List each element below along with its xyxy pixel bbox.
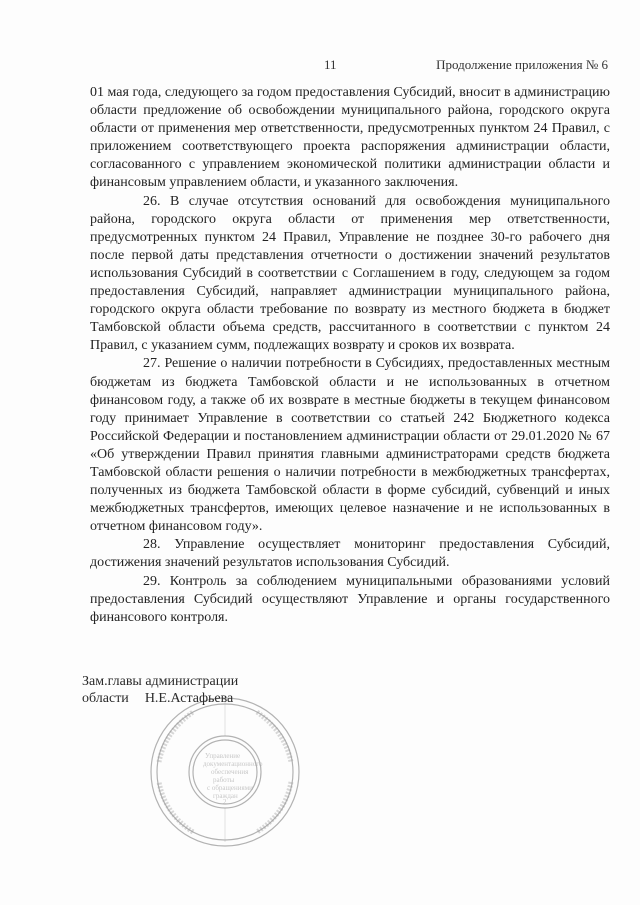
paragraph-28: 28. Управление осуществляет мониторинг предоставления Субсидий, достижения значений результатов использования Субсидий. [90,537,610,571]
official-stamp [145,692,305,852]
paragraph-27: 27. Решение о наличии потребности в Субсидиях, предоставленных местным бюджетам из бюджета Тамбовской области и не использованных в отчетном финансовом году, а также об их возврате в местные бюджеты в текущем финансовом году принимает Управление в соответствии со статьей 242 Бюджетного кодекса Российской Федерации и постановлением администрации области от 29.01.2020 № 67 «Об утверждении Правил принятия главными администраторами средств бюджета Тамбовской области решения о наличии потребности в межбюджетных трансфертах, полученных из бюджета Тамбовской области в форме субсидий, субвенций и иных межбюджетных трансфертов, имеющих целевое назначение и не использованных в отчетном финансовом году». [90,356,610,535]
signature-block [82,673,238,707]
document-body [90,84,610,627]
svg-text:с обращениями: с обращениями [207,784,253,792]
paragraph-26: 26. В случае отсутствия оснований для освобождения муниципального района, городского округа области от применения мер ответственности, предусмотренных пунктом 24 Правил, Управление не позднее 30-го рабочего дня после первой даты представления отчетности о достижении значений результатов использования Субсидий в соответствии с Соглашением в году, следующем за годом предоставления Субсидий, направляет администрации муниципального района, городского округа области требование по возврату из местного бюджета в бюджет Тамбовской области объема средств, рассчитанного в соответствии с пунктом 24 Правил, с указанием сумм, подлежащих возврату и сроков их возврата. [90,193,610,354]
svg-text:граждан: граждан [213,792,238,800]
svg-text:документационного: документационного [203,760,263,768]
svg-text:обеспечения: обеспечения [211,768,249,776]
svg-text:2: 2 [223,798,227,806]
appendix-continuation: Продолжение приложения № 6 [436,57,608,72]
page-number: 11 [324,57,337,72]
paragraph-29: 29. Контроль за соблюдением муниципальными образованиями условий предоставления Субсидий осуществляют Управление и органы государственного финансового контроля. [90,573,610,625]
signatory-region: области [82,691,129,706]
svg-text:работы: работы [213,776,235,784]
svg-text:Управление: Управление [205,752,241,760]
signatory-name: Н.Е.Астафьева [144,691,234,706]
signatory-position: Зам.главы администрации [82,674,239,689]
paragraph-continuation: 01 мая года, следующего за годом предоставления Субсидий, вносит в администрацию области предложение об освобождении муниципального района, городского округа области от применения мер ответственности, предусмотренных пунктом 24 Правил, с приложением соответствующего проекта распоряжения администрации области, согласованного с управлением экономической политики администрации области и финансовым управлением области, и указанного заключения. [90,85,610,191]
stamp-seal-icon [145,692,305,852]
